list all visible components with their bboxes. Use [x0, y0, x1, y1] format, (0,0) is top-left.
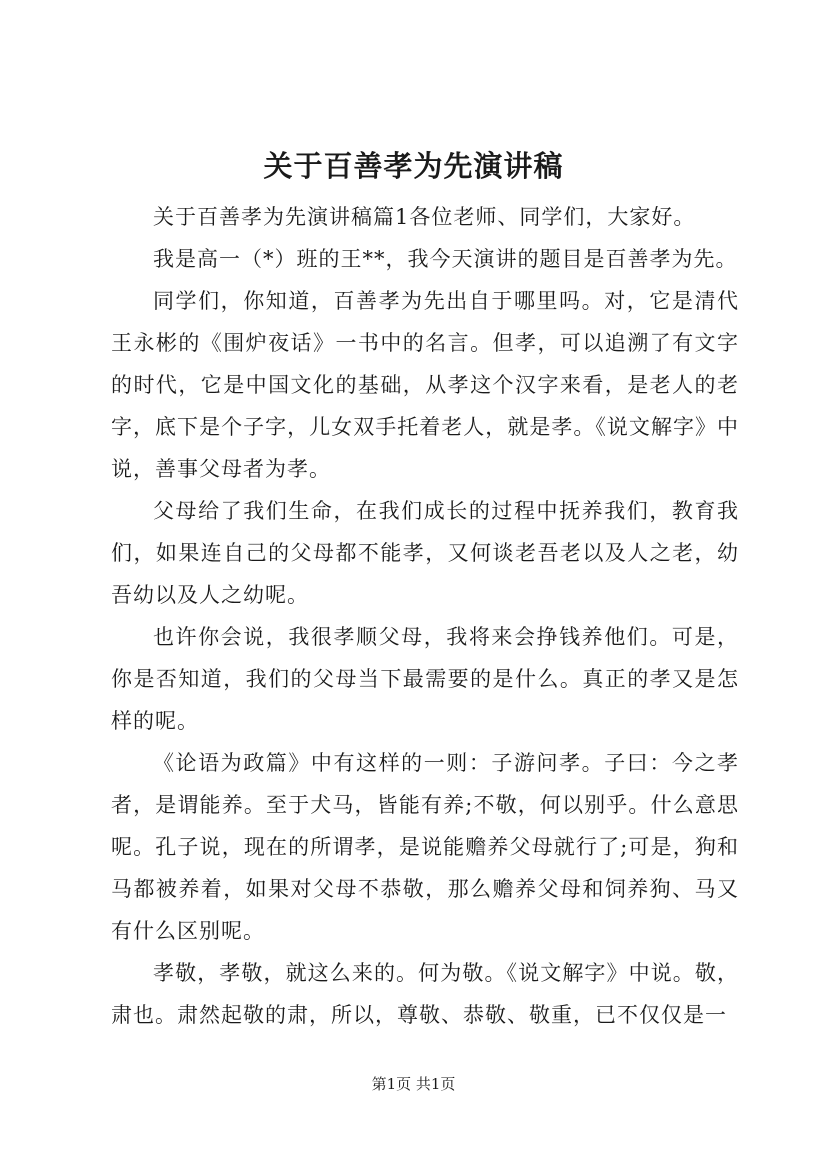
paragraph: 也许你会说，我很孝顺父母，我将来会挣钱养他们。可是，你是否知道，我们的父母当下最需要的是什么。真正的孝又是怎样的呢。	[111, 625, 739, 733]
page-footer: 第1页 共1页	[371, 1075, 456, 1093]
document-title: 关于百善孝为先演讲稿	[263, 149, 564, 183]
paragraph: 我是高一（*）班的王**，我今天演讲的题目是百善孝为先。	[153, 247, 738, 271]
paragraph: 关于百善孝为先演讲稿篇1各位老师、同学们，大家好。	[153, 205, 696, 229]
document-body	[111, 196, 739, 1036]
paragraph: 《论语为政篇》中有这样的一则：子游问孝。子曰：今之孝者，是谓能养。至于犬马，皆能有养;不敬，何以别乎。什么意思呢。孔子说，现在的所谓孝，是说能赡养父母就行了;可是，狗和马都被养着，如果对父母不恭敬，那么赡养父母和饲养狗、马又有什么区别呢。	[111, 751, 739, 943]
paragraph: 父母给了我们生命，在我们成长的过程中抚养我们，教育我们，如果连自己的父母都不能孝，又何谈老吾老以及人之老，幼吾幼以及人之幼呢。	[111, 499, 739, 607]
paragraph: 孝敬，孝敬，就这么来的。何为敬。《说文解字》中说。敬，肃也。肃然起敬的肃，所以，尊敬、恭敬、敬重，已不仅仅是一	[111, 961, 739, 1027]
paragraph: 同学们，你知道，百善孝为先出自于哪里吗。对，它是清代王永彬的《围炉夜话》一书中的名言。但孝，可以追溯了有文字的时代，它是中国文化的基础，从孝这个汉字来看，是老人的老字，底下是个子字，儿女双手托着老人，就是孝。《说文解字》中说，善事父母者为孝。	[111, 289, 739, 481]
